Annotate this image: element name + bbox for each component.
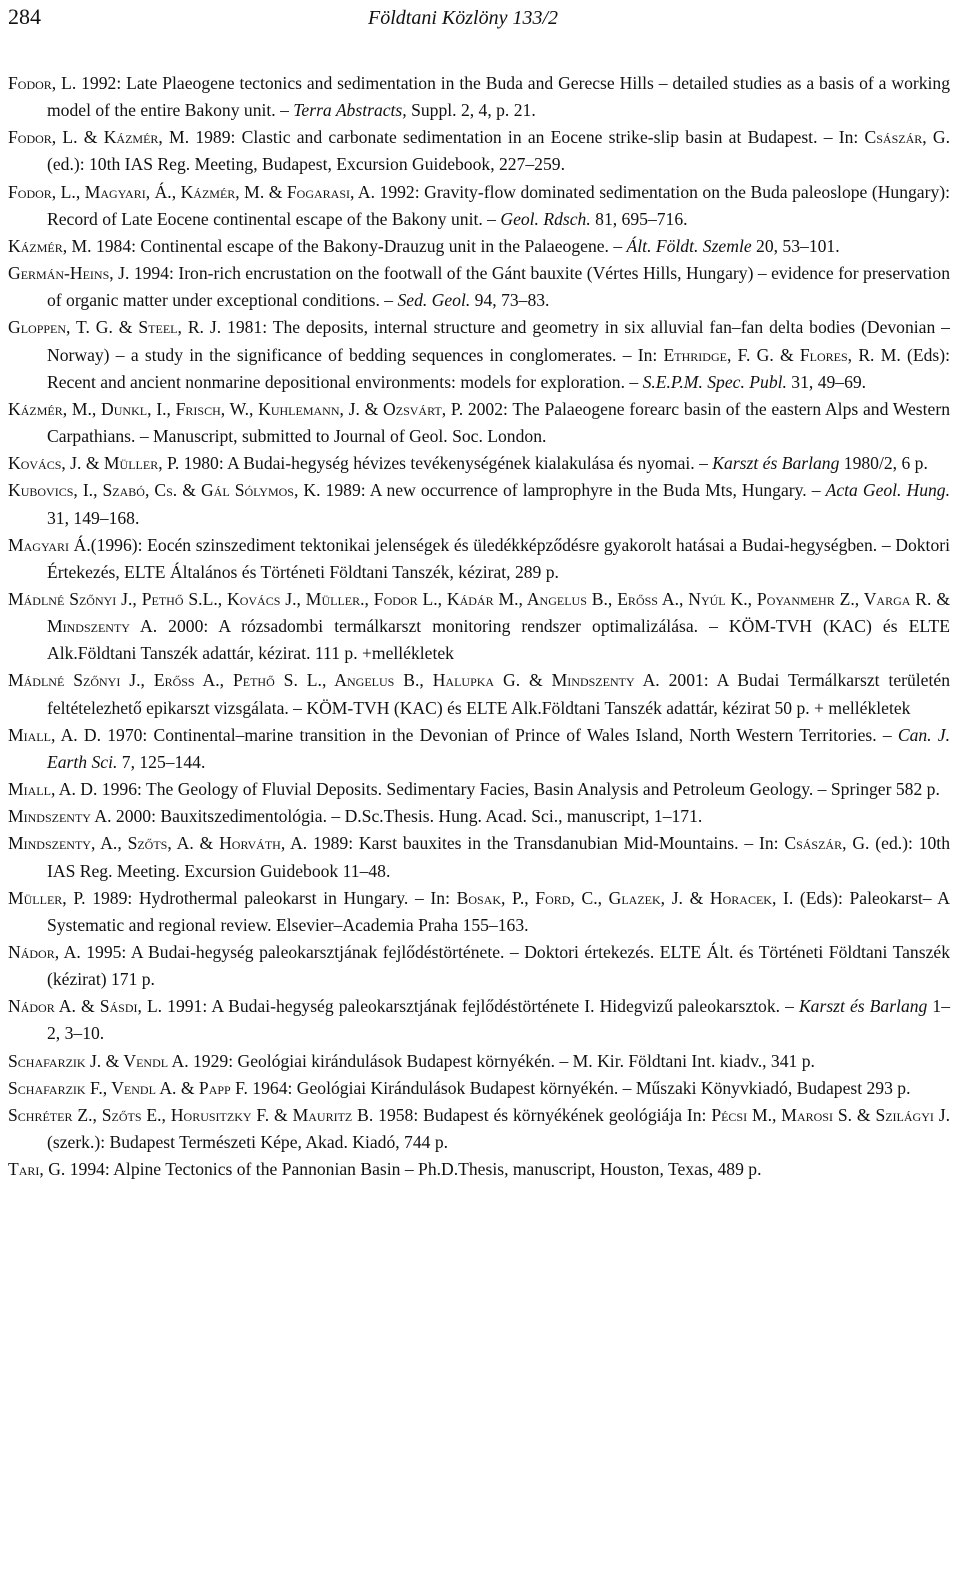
reference-text: 1980/2, 6 p. — [839, 453, 928, 474]
reference-text: 1958: Budapest és környékének geológiája In: — [373, 1104, 712, 1125]
reference-entry — [8, 532, 950, 586]
reference-authors: Kovács, J. & Müller, P. — [8, 453, 180, 474]
reference-authors: Kázmér, M. — [8, 235, 92, 256]
reference-entry — [8, 70, 950, 124]
page-number: 284 — [8, 4, 41, 29]
reference-entry — [8, 993, 950, 1047]
reference-entry — [8, 124, 950, 178]
reference-text: 1992: Late Plaeogene tectonics and sedimentation in the Buda and Gerecse Hills – detailed studies as a basis of a working model of the entire Bakony unit. – — [47, 73, 950, 121]
reference-authors: Tari, G. — [8, 1159, 66, 1180]
reference-text: 1970: Continental–marine transition in the Devonian of Prince of Wales Island, North Western Territories. – — [101, 724, 898, 745]
reference-text: 1995: A Budai-hegység paleokarsztjának fejlődéstörténete. – Doktori értekezés. ELTE Ált. és Történeti Földtani Tanszék (kézirat) 171 p. — [47, 942, 950, 990]
reference-entry — [8, 314, 950, 395]
reference-text: 1991: A Budai-hegység paleokarsztjának fejlődéstörténete I. Hidegvizű paleokarsztok. – — [162, 996, 799, 1017]
reference-text: 2002: The Palaeogene forearc basin of the eastern Alps and Western Carpathians. – Manuscript, submitted to Journal of Geol. Soc. London. — [47, 398, 951, 447]
reference-authors: Germán-Heins, J. — [8, 263, 130, 284]
reference-entry — [8, 1102, 950, 1156]
reference-authors: Fodor, L., Magyari, Á., Kázmér, M. & Fogarasi, A. — [8, 181, 376, 202]
reference-text: 31, 49–69. — [786, 371, 867, 392]
reference-authors: Magyari Á. — [8, 534, 91, 555]
reference-source: Ált. Földt. Szemle — [626, 235, 752, 256]
reference-authors: Mindszenty A. — [8, 806, 112, 827]
reference-authors: Fodor, L. & Kázmér, M. — [8, 127, 190, 148]
reference-source: Karszt és Barlang — [798, 996, 928, 1017]
reference-text: 1989: Clastic and carbonate sedimentation in an Eocene strike-slip basin at Budapest. – In: — [189, 127, 865, 148]
reference-text: 31, 149–168. — [47, 507, 140, 528]
reference-entry — [8, 776, 950, 803]
reference-list — [8, 70, 950, 1183]
reference-text: 1996: The Geology of Fluvial Deposits. Sedimentary Facies, Basin Analysis and Petroleum Geology. – Springer 582 p. — [97, 779, 940, 800]
reference-authors: Bosak, P., Ford, C., Glazek, J. & Horacek, I. — [456, 887, 794, 908]
reference-authors: Miall, A. D. — [8, 724, 102, 745]
reference-text: 20, 53–101. — [751, 235, 840, 256]
reference-text: 1981: The deposits, internal structure and geometry in six alluvial fan–fan delta bodies (Devonian – Norway) – a study in the significance of bedding sequences in conglomerates. – In: — [47, 317, 950, 365]
reference-source: S.E.P.M. Spec. Publ. — [642, 371, 787, 392]
reference-text: 1964: Geológiai Kirándulások Budapest környékén. – Műszaki Könyvkiadó, Budapest 293 p. — [247, 1077, 911, 1098]
reference-source: Terra Abstracts, — [293, 100, 407, 121]
reference-text: 94, 73–83. — [470, 290, 550, 311]
reference-entry — [8, 179, 950, 233]
reference-source: Acta Geol. Hung. — [825, 480, 950, 501]
reference-text: 2000: A rózsadombi termálkarszt monitoring rendszer optimalizálása. – KÖM-TVH (KAC) és ELTE Alk.Földtani Tanszék adattár, kézirat. 111 p. +mellékletek — [47, 616, 950, 664]
reference-entry — [8, 667, 950, 721]
reference-authors: Nádor A. & Sásdi, L. — [8, 996, 163, 1017]
reference-text: 1994: Iron-rich encrustation on the footwall of the Gánt bauxite (Vértes Hills, Hungary) – evidence for preservation of organic matter under exceptional conditions. – — [47, 263, 950, 311]
page-header — [8, 0, 950, 48]
journal-title: Földtani Közlöny 133/2 — [368, 7, 558, 29]
reference-source: Karszt és Barlang — [712, 453, 840, 474]
reference-authors: Fodor, L. — [8, 73, 77, 93]
reference-text: 7, 125–144. — [117, 751, 206, 772]
reference-text: (Eds): Paleokarst– A Systematic and regional review. Elsevier–Academia Praha 155–163. — [47, 887, 950, 935]
reference-text: (Eds): Recent and ancient nonmarine depositional environments: models for exploration. – — [47, 344, 950, 392]
reference-text: 81, 695–716. — [590, 208, 688, 229]
reference-entry — [8, 477, 950, 531]
reference-entry — [8, 1156, 950, 1183]
reference-text: 2000: Bauxitszedimentológia. – D.Sc.Thesis. Hung. Acad. Sci., manuscript, 1–171. — [111, 806, 703, 827]
reference-text: (ed.): 10th IAS Reg. Meeting. Excursion Guidebook 11–48. — [47, 833, 950, 881]
reference-entry — [8, 1048, 950, 1075]
reference-text: (szerk.): Budapest Természeti Képe, Akad. Kiadó, 744 p. — [47, 1132, 449, 1153]
reference-entry — [8, 233, 950, 260]
reference-text: 1989: Hydrothermal paleokarst in Hungary. – In: — [85, 887, 457, 908]
reference-authors: Mádlné Szőnyi J., Erőss A., Pethő S. L., Angelus B., Halupka G. & Mindszenty A. — [8, 670, 660, 691]
reference-text: 2001: A Budai Termálkarszt területén feltételezhető epikarszt vizsgálata. – KÖM-TVH (KAC) és ELTE Alk.Földtani Tanszék adattár, kézirat 50 p. + mellékletek — [47, 670, 950, 718]
reference-entry — [8, 803, 950, 830]
reference-text: 1992: Gravity-flow dominated sedimentation on the Buda paleoslope (Hungary): Record of Late Eocene continental escape of the Bakony unit. – — [47, 181, 951, 229]
reference-authors: Nádor, A. — [8, 942, 81, 962]
reference-authors: Császár, G. — [784, 833, 870, 854]
reference-entry — [8, 885, 950, 939]
reference-text: (1996): Eocén szinszediment tektonikai jelenségek és üledékképződésre gyakorolt hatásai a Budai-hegységben. – Doktori Értekezés, ELTE Általános és Történeti Földtani Tanszék, kézirat, 289 p. — [47, 534, 950, 582]
reference-text: 1–2, 3–10. — [47, 996, 950, 1044]
reference-text: 1929: Geológiai kirándulások Budapest környékén. – M. Kir. Földtani Int. kiadv., 341 p. — [188, 1050, 815, 1071]
reference-authors: Kázmér, M., Dunkl, I., Frisch, W., Kuhlemann, J. & Ozsvárt, P. — [8, 398, 464, 419]
reference-entry — [8, 396, 950, 450]
reference-text: 1989: Karst bauxites in the Transdanubian Mid-Mountains. – In: — [307, 833, 785, 854]
reference-text: 1989: A new occurrence of lamprophyre in the Buda Mts, Hungary. – — [320, 480, 826, 501]
reference-entry — [8, 260, 950, 314]
reference-source: Sed. Geol. — [397, 290, 471, 311]
reference-authors: Pécsi M., Marosi S. & Szilágyi J. — [711, 1104, 950, 1125]
reference-authors: Kubovics, I., Szabó, Cs. & Gál Sólymos, K. — [8, 480, 321, 501]
reference-entry — [8, 1075, 950, 1102]
reference-text: (ed.): 10th IAS Reg. Meeting, Budapest, Excursion Guidebook, 227–259. — [47, 154, 565, 175]
reference-authors: Schafarzik F., Vendl A. & Papp F. — [8, 1077, 248, 1098]
reference-entry — [8, 830, 950, 884]
reference-source: Can. J. Earth Sci. — [47, 724, 950, 772]
reference-authors: Mádlné Szőnyi J., Pethő S.L., Kovács J., Müller., Fodor L., Kádár M., Angelus B., Erőss A., Nyúl K., Poyanmehr Z., Varga R. & Mindszenty A. — [8, 588, 950, 637]
reference-text: Suppl. 2, 4, p. 21. — [406, 100, 536, 121]
reference-authors: Miall, A. D. — [8, 779, 98, 800]
reference-authors: Gloppen, T. G. & Steel, R. J. — [8, 317, 222, 338]
reference-authors: Schréter Z., Szőts E., Horusitzky F. & Mauritz B. — [8, 1104, 374, 1125]
reference-entry — [8, 586, 950, 667]
reference-entry — [8, 450, 950, 477]
reference-authors: Schafarzik J. & Vendl A. — [8, 1050, 189, 1071]
reference-entry — [8, 722, 950, 776]
reference-entry — [8, 939, 950, 993]
reference-authors: Mindszenty, A., Szőts, A. & Horváth, A. — [8, 833, 308, 854]
reference-text: 1980: A Budai-hegység hévizes tevékenységének kialakulása és nyomai. – — [179, 453, 713, 474]
reference-authors: Müller, P. — [8, 887, 86, 908]
reference-authors: Császár, G. — [864, 127, 951, 148]
reference-text: 1994: Alpine Tectonics of the Pannonian Basin – Ph.D.Thesis, manuscript, Houston, Texas, 489 p. — [65, 1159, 762, 1180]
reference-text: 1984: Continental escape of the Bakony-Drauzug unit in the Palaeogene. – — [91, 235, 627, 256]
reference-source: Geol. Rdsch. — [500, 208, 591, 229]
reference-authors: Ethridge, F. G. & Flores, R. M. — [663, 344, 901, 365]
